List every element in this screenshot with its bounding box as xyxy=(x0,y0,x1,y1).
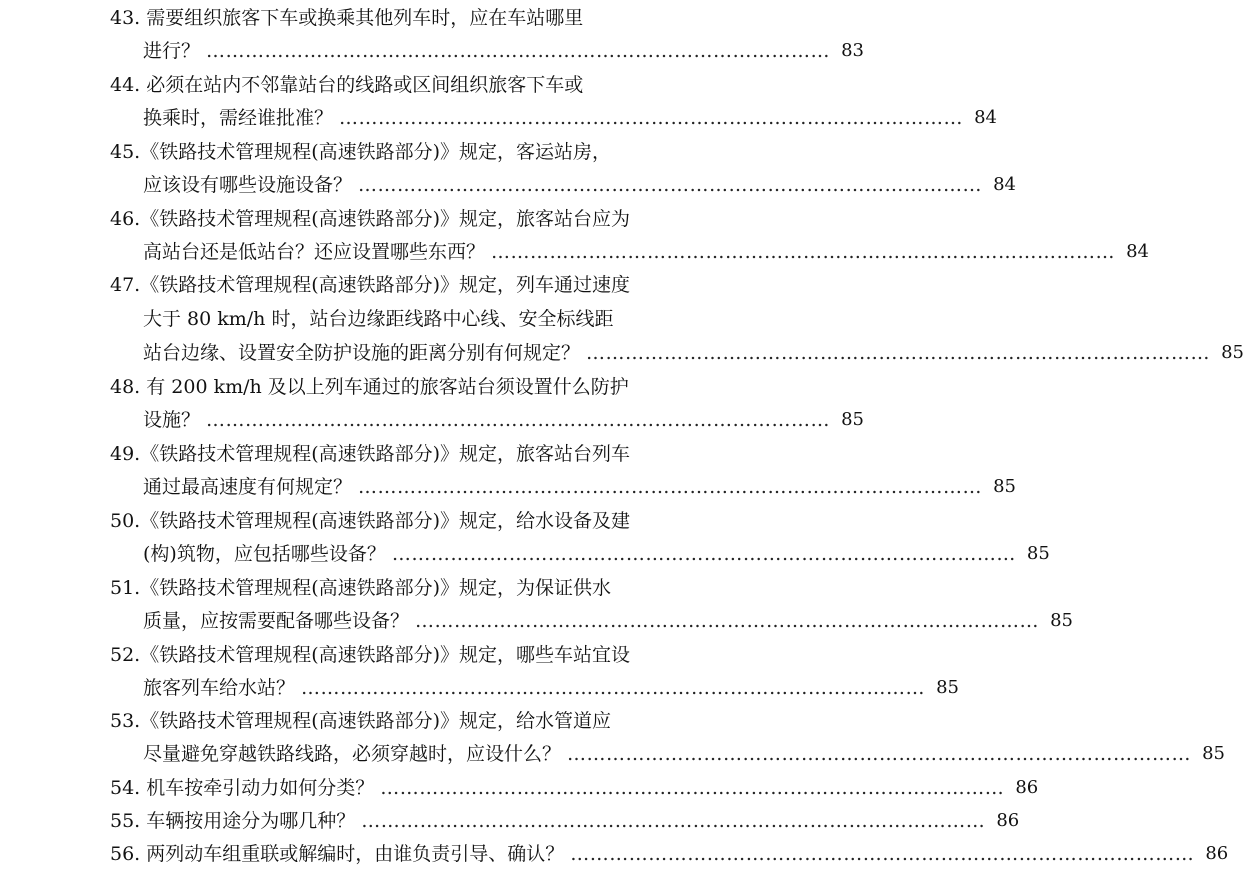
page-number: 83 xyxy=(841,40,865,61)
dot-leader: …………………………………………………………………………………… xyxy=(415,610,1040,632)
page-number: 85 xyxy=(1221,342,1244,363)
entry-text: 应该设有哪些设施设备？ xyxy=(143,174,353,196)
entry-text: 49.《铁路技术管理规程(高速铁路部分)》规定，旅客站台列车 xyxy=(110,443,631,465)
dot-leader: …………………………………………………………………………………… xyxy=(380,777,1005,799)
entry-text: 45.《铁路技术管理规程(高速铁路部分)》规定，客运站房， xyxy=(110,141,612,163)
entry-text: 进行？ xyxy=(143,40,201,62)
page-number: 85 xyxy=(993,476,1017,497)
page-number: 86 xyxy=(1015,777,1039,798)
dot-leader: …………………………………………………………………………………… xyxy=(570,843,1195,865)
entry-text: 51.《铁路技术管理规程(高速铁路部分)》规定，为保证供水 xyxy=(110,577,612,599)
entry-text: (构)筑物，应包括哪些设备？ xyxy=(143,543,386,565)
page-number: 84 xyxy=(974,107,998,128)
entry-text: 55. 车辆按用途分为哪几种？ xyxy=(110,810,356,832)
page-number: 85 xyxy=(1050,610,1074,631)
entry-text: 47.《铁路技术管理规程(高速铁路部分)》规定，列车通过速度 xyxy=(110,274,631,296)
entry-text: 46.《铁路技术管理规程(高速铁路部分)》规定，旅客站台应为 xyxy=(110,208,631,230)
entry-text: 通过最高速度有何规定？ xyxy=(143,476,353,498)
entry-text: 高站台还是低站台？还应设置哪些东西？ xyxy=(143,241,486,263)
entry-text: 旅客列车给水站？ xyxy=(143,677,296,699)
page-number: 85 xyxy=(1202,743,1226,764)
dot-leader: …………………………………………………………………………………… xyxy=(206,409,831,431)
dot-leader: …………………………………………………………………………………… xyxy=(358,174,983,196)
entry-text: 44. 必须在站内不邻靠站台的线路或区间组织旅客下车或 xyxy=(110,74,584,96)
entry-text: 48. 有 200 km/h 及以上列车通过的旅客站台须设置什么防护 xyxy=(110,376,629,398)
entry-text: 尽量避免穿越铁路线路，必须穿越时，应设什么？ xyxy=(143,743,562,765)
dot-leader: …………………………………………………………………………………… xyxy=(361,810,986,832)
page-number: 85 xyxy=(936,677,960,698)
entry-text: 54. 机车按牵引动力如何分类？ xyxy=(110,777,375,799)
entry-text: 56. 两列动车组重联或解编时，由谁负责引导、确认？ xyxy=(110,843,565,865)
dot-leader: …………………………………………………………………………………… xyxy=(567,743,1192,765)
entry-text: 站台边缘、设置安全防护设施的距离分别有何规定？ xyxy=(143,342,581,364)
dot-leader: …………………………………………………………………………………… xyxy=(491,241,1116,263)
dot-leader: …………………………………………………………………………………… xyxy=(358,476,983,498)
dot-leader: …………………………………………………………………………………… xyxy=(586,342,1211,364)
page-number: 85 xyxy=(1026,543,1050,564)
dot-leader: …………………………………………………………………………………… xyxy=(206,40,831,62)
entry-text: 53.《铁路技术管理规程(高速铁路部分)》规定，给水管道应 xyxy=(110,710,612,732)
page-number: 85 xyxy=(841,409,865,430)
page-number: 86 xyxy=(996,810,1020,831)
entry-text: 设施？ xyxy=(143,409,201,431)
dot-leader: …………………………………………………………………………………… xyxy=(391,543,1016,565)
entry-text: 50.《铁路技术管理规程(高速铁路部分)》规定，给水设备及建 xyxy=(110,510,631,532)
entry-text: 52.《铁路技术管理规程(高速铁路部分)》规定，哪些车站宜设 xyxy=(110,644,631,666)
page-number: 86 xyxy=(1205,843,1229,864)
dot-leader: …………………………………………………………………………………… xyxy=(339,107,964,129)
entry-text: 质量，应按需要配备哪些设备？ xyxy=(143,610,410,632)
page-number: 84 xyxy=(993,174,1017,195)
entry-text: 换乘时，需经谁批准？ xyxy=(143,107,334,129)
dot-leader: …………………………………………………………………………………… xyxy=(301,677,926,699)
page-number: 84 xyxy=(1126,241,1150,262)
entry-text: 43. 需要组织旅客下车或换乘其他列车时，应在车站哪里 xyxy=(110,7,584,29)
entry-text: 大于 80 km/h 时，站台边缘距线路中心线、安全标线距 xyxy=(143,308,614,330)
